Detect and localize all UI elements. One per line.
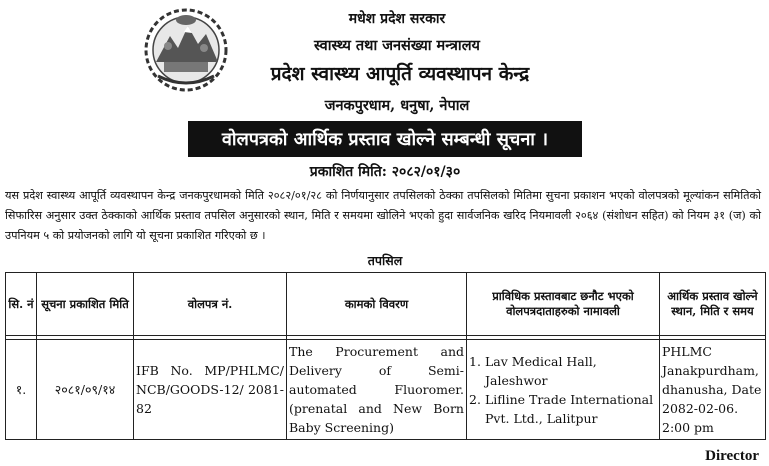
published-date: प्रकाशित मिति: २०८२/०१/३० [309,164,461,180]
cell-venue: PHLMC Janakpurdham, dhanusha, Date 2082-02-06. 2:00 pm [660,340,766,440]
notice-title-banner [188,121,582,157]
header-address: जनकपुरधाम, धनुषा, नेपाल [324,97,470,114]
cell-sn: १. [6,340,37,440]
header-center: प्रदेश स्वास्थ्य आपूर्ति व्यवस्थापन केन्द्र [270,63,530,85]
firm-number: 2. [469,391,481,407]
notice-title: वोलपत्रको आर्थिक प्रस्ताव खोल्ने सम्बन्धी सूचना । [221,129,549,150]
firm-name: Lav Medical Hall, Jaleshwor [485,353,597,388]
firm-number: 1. [469,353,481,369]
header-government: मधेश प्रदेश सरकार [348,11,446,27]
table-heading: तपसिल [367,253,403,268]
col-header-work: कामको विवरण [287,273,467,336]
list-item [469,390,657,428]
col-header-notice-date: सूचना प्रकाशित मिति [37,273,134,336]
signature-title: Director [705,448,759,464]
notice-body: यस प्रदेश स्वास्थ्य आपूर्ति व्यवस्थापन केन्द्र जनकपुरधामको मिति २०८२/०१/२८ को निर्णयानुसार तपसिलको ठेक्का तपसिलको मितिमा सुचना प्रकाशन भएको वोलपत्रको मूल्यांकन समितिको सिफारिस अनुसार उक्त ठेक्काको आर्थिक प्रस्ताव तपसिल अनुसारको स्थान, मिति र समयमा खोलिने भएको हुदा सार्वजनिक खरिद नियमावली २०६४ (संशोधन सहित) को नियम ३१ (ज) को उपनियम ५ को प्रयोजनको लागि यो सूचना प्रकाशित गरिएको छ । [5,189,761,242]
table-row [6,340,766,440]
nepal-emblem-icon [140,6,232,94]
cell-notice-date: २०८१/०९/१४ [37,340,134,440]
cell-firms [467,340,660,440]
firm-name: Lifline Trade International Pvt. Ltd., Lalitpur [485,391,654,426]
table-header-row [6,273,766,336]
col-header-sn: सि. नं [6,273,37,336]
col-header-venue: आर्थिक प्रस्ताव खोल्ने स्थान, मिति र समय [660,273,766,336]
firm-list [469,352,657,428]
cell-work: The Procurement and Delivery of Semi-automated Fluoromer.(prenatal and New Born Baby Screening) [287,340,467,440]
header-ministry: स्वास्थ्य तथा जनसंख्या मन्त्रालय [314,37,480,54]
cell-ifb: IFB No. MP/PHLMC/ NCB/GOODS-12/ 2081-82 [134,340,287,440]
col-header-firms: प्राविधिक प्रस्तावबाट छनौट भएको वोलपत्रदाताहरुको नामावली [467,273,660,336]
details-table [5,272,766,440]
list-item [469,352,657,390]
col-header-ifb: वोलपत्र नं. [134,273,287,336]
